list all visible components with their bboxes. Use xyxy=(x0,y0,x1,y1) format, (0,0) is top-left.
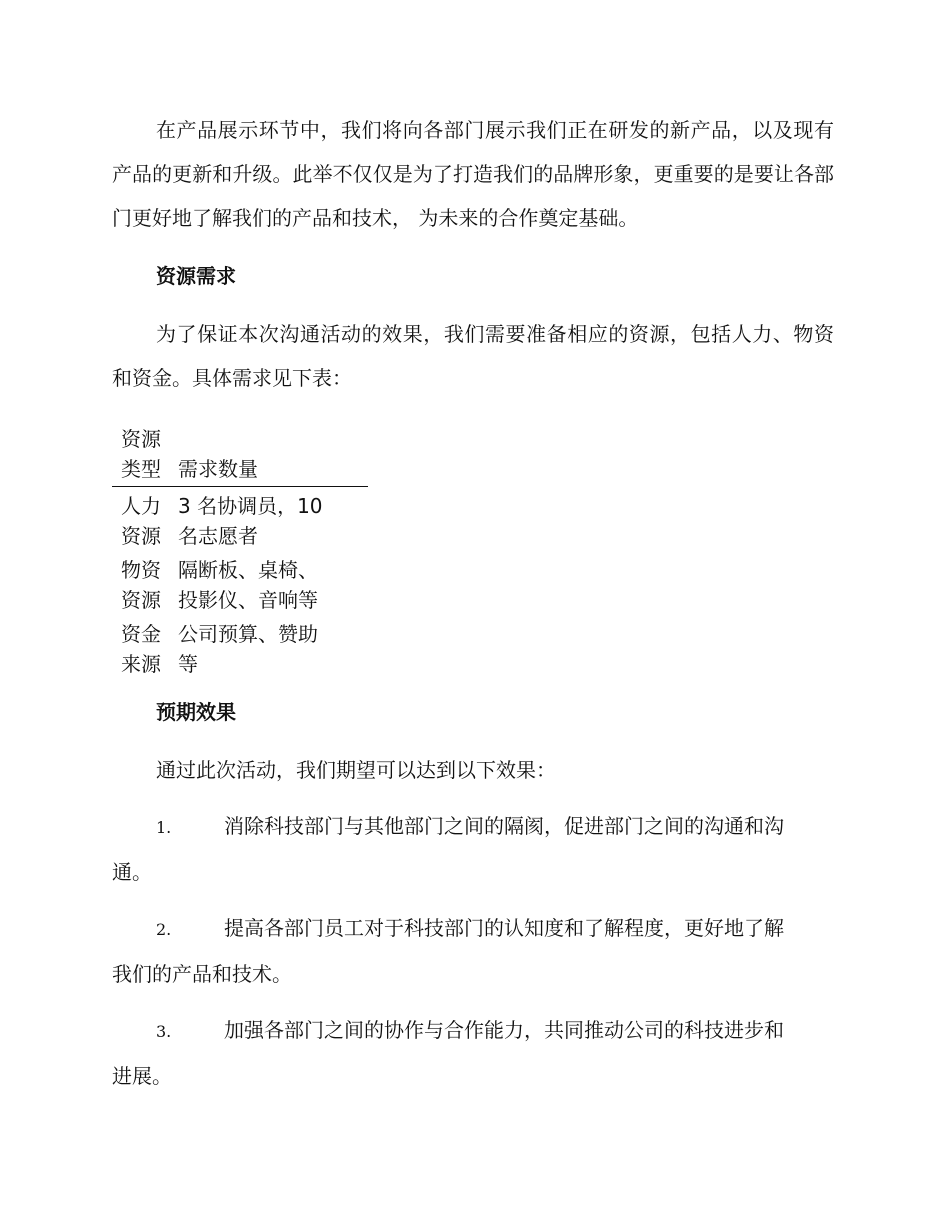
table-row xyxy=(112,555,368,615)
list-number: 1. xyxy=(156,818,172,837)
resource-table xyxy=(112,424,368,679)
table-cell-need-line1: 公司预算、赞助 xyxy=(178,622,318,646)
list-item xyxy=(112,906,834,996)
table-cell-need-line1: 隔断板、桌椅、 xyxy=(178,558,318,582)
table-header-need xyxy=(178,424,368,484)
list-number: 2. xyxy=(156,920,172,939)
table-row xyxy=(112,619,368,679)
resources-heading: 资源需求 xyxy=(156,264,236,288)
table-header-need-text: 需求数量 xyxy=(178,457,258,481)
resource-intro-paragraph: 为了保证本次沟通活动的效果，我们需要准备相应的资源，包括人力、物资和资金。具体需求见下表： xyxy=(112,322,834,390)
table-cell-type-line2: 来源 xyxy=(121,652,161,676)
table-cell-type xyxy=(112,619,178,679)
intro-paragraph: 在产品展示环节中，我们将向各部门展示我们正在研发的新产品，以及现有产品的更新和升级。此举不仅仅是为了打造我们的品牌形象，更重要的是要让各部门更好地了解我们的产品和技术， 为未来的合作奠定基础。 xyxy=(112,118,834,230)
table-header-type-line2: 类型 xyxy=(121,457,161,481)
table-cell-type-line2: 资源 xyxy=(121,588,161,612)
effect-intro-paragraph: 通过此次活动，我们期望可以达到以下效果： xyxy=(156,758,556,782)
list-text-line1: 消除科技部门与其他部门之间的隔阂，促进部门之间的沟通和沟 xyxy=(224,814,784,838)
list-item xyxy=(112,804,834,894)
list-text-line2: 我们的产品和技术。 xyxy=(112,962,292,986)
table-header-row xyxy=(112,424,368,487)
table-cell-need-line2: 投影仪、音响等 xyxy=(178,588,318,612)
table-cell-need xyxy=(178,619,368,679)
table-cell-type-line1: 人力 xyxy=(121,494,161,518)
table-cell-type-line1: 物资 xyxy=(121,558,161,582)
table-cell-need-line1: 3 名协调员，10 xyxy=(178,494,323,518)
table-cell-type xyxy=(112,555,178,615)
list-number: 3. xyxy=(156,1022,172,1041)
table-cell-type xyxy=(112,491,178,551)
list-text-line2: 进展。 xyxy=(112,1064,172,1088)
table-header-type xyxy=(112,424,178,484)
table-cell-need xyxy=(178,555,368,615)
table-cell-type-line1: 资金 xyxy=(121,622,161,646)
effects-heading: 预期效果 xyxy=(156,700,236,724)
list-text-line1: 提高各部门员工对于科技部门的认知度和了解程度，更好地了解 xyxy=(224,916,784,940)
table-row xyxy=(112,491,368,551)
table-header-type-line1: 资源 xyxy=(121,427,161,451)
list-item xyxy=(112,1008,834,1098)
table-cell-need xyxy=(178,491,368,551)
list-text-line2: 通。 xyxy=(112,860,152,884)
list-text-line1: 加强各部门之间的协作与合作能力，共同推动公司的科技进步和 xyxy=(224,1018,784,1042)
table-cell-type-line2: 资源 xyxy=(121,524,161,548)
table-cell-need-line2: 名志愿者 xyxy=(178,524,258,548)
table-cell-need-line2: 等 xyxy=(178,652,198,676)
